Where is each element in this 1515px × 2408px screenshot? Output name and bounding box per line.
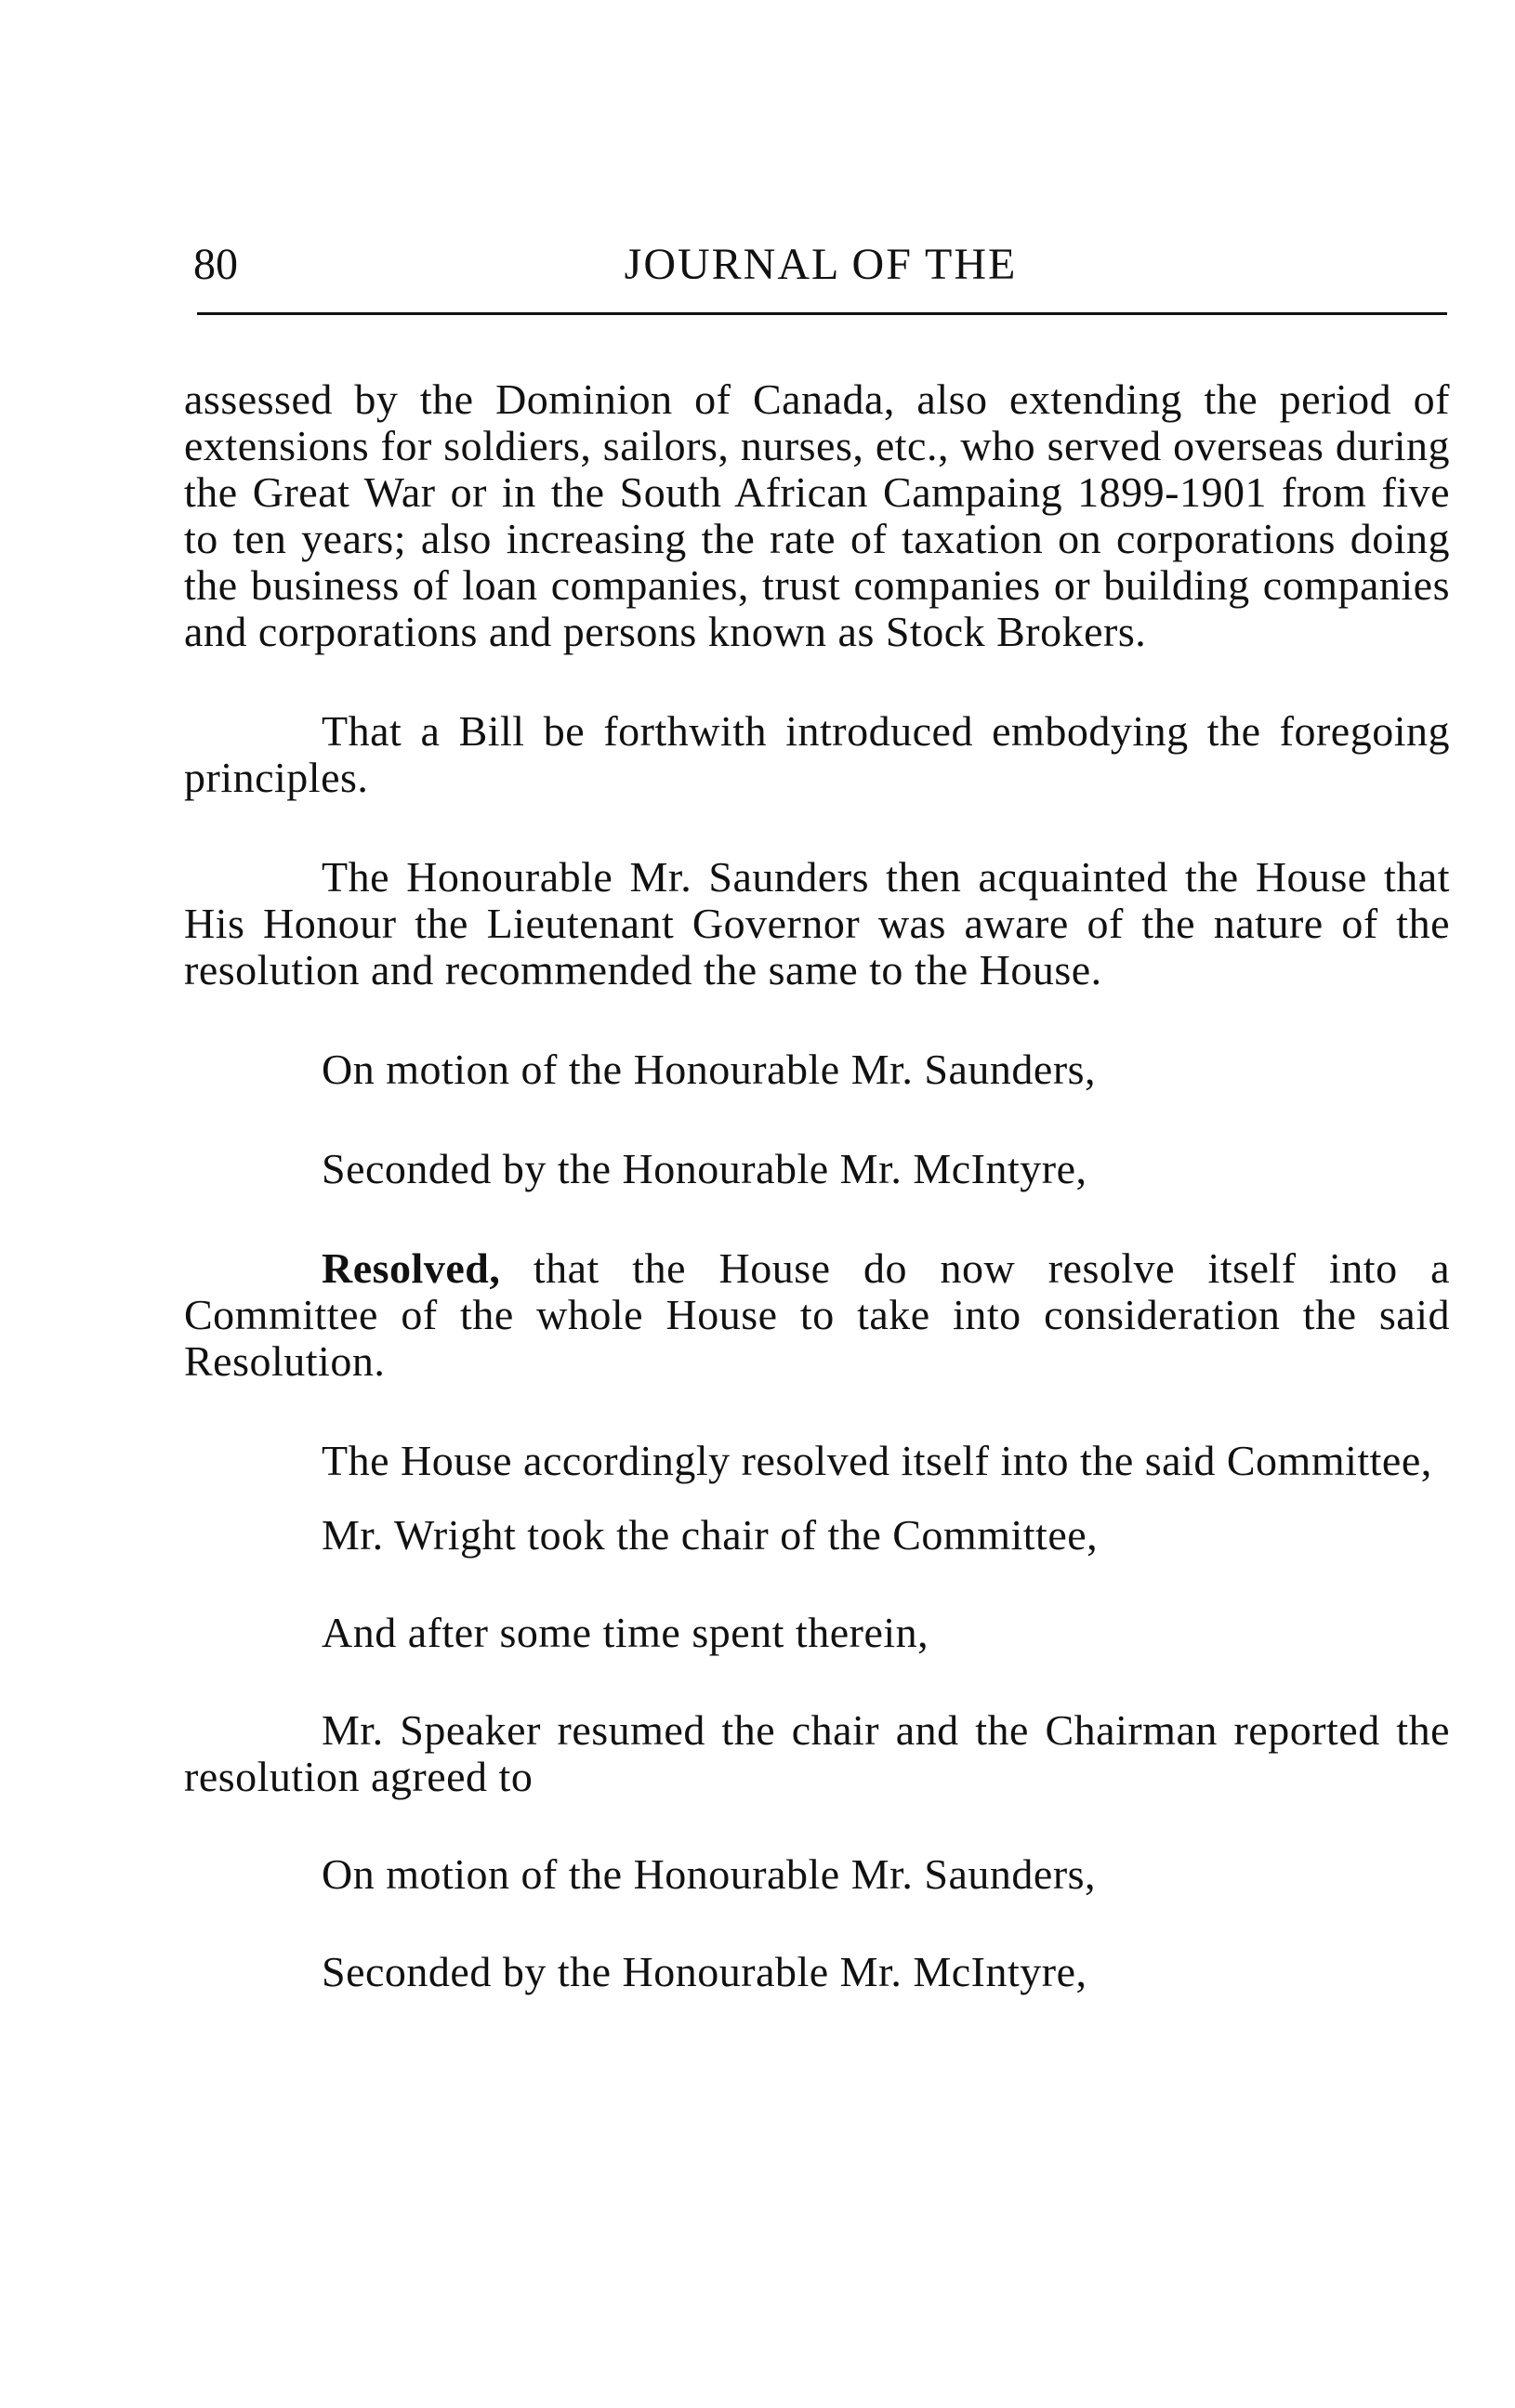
paragraph-lieutenant-governor-aware: The Honourable Mr. Saunders then acquainted the House that His Honour the Lieutenant Governor was aware of the nature of the resolution and recommended the same to the House. xyxy=(184,853,1450,993)
paragraph-time-spent: And after some time spent therein, xyxy=(322,1609,929,1656)
resolved-text: that the House do now resolve itself into a Committee of the whole House to take into consideration the said Resolution. xyxy=(184,1244,1450,1385)
page-number: 80 xyxy=(193,240,238,289)
paragraph-speaker-resumed: Mr. Speaker resumed the chair and the Chairman reported the resolution agreed to xyxy=(184,1706,1450,1800)
journal-title: JOURNAL OF THE xyxy=(624,240,1018,289)
paragraph-resolution-continued: assessed by the Dominion of Canada, also extending the period of extensions for soldiers, sailors, nurses, etc., who served overseas during the Great War or in the South African Campaing 1899-1901 from five to ten years; also increasing the rate of taxation on corporations doing the business of loan companies, trust companies or building companies and corporations and persons known as Stock Brokers. xyxy=(184,375,1450,655)
paragraph-resolved xyxy=(184,1245,1450,1385)
running-head xyxy=(193,232,1448,297)
paragraph-bill-introduced: That a Bill be forthwith introduced embodying the foregoing principles. xyxy=(184,707,1450,801)
paragraph-house-resolved: The House accordingly resolved itself into the said Committee, xyxy=(322,1437,1432,1484)
journal-body xyxy=(184,376,1450,1995)
header-rule xyxy=(197,312,1447,315)
paragraph-seconded-second: Seconded by the Honourable Mr. McIntyre, xyxy=(322,1948,1087,1995)
paragraph-motion: On motion of the Honourable Mr. Saunders, xyxy=(322,1046,1097,1093)
resolved-keyword: Resolved, xyxy=(322,1244,501,1292)
paragraph-seconded: Seconded by the Honourable Mr. McIntyre, xyxy=(322,1145,1087,1192)
paragraph-chair-taken: Mr. Wright took the chair of the Committee, xyxy=(322,1511,1099,1559)
paragraph-motion-second: On motion of the Honourable Mr. Saunders, xyxy=(322,1850,1097,1898)
